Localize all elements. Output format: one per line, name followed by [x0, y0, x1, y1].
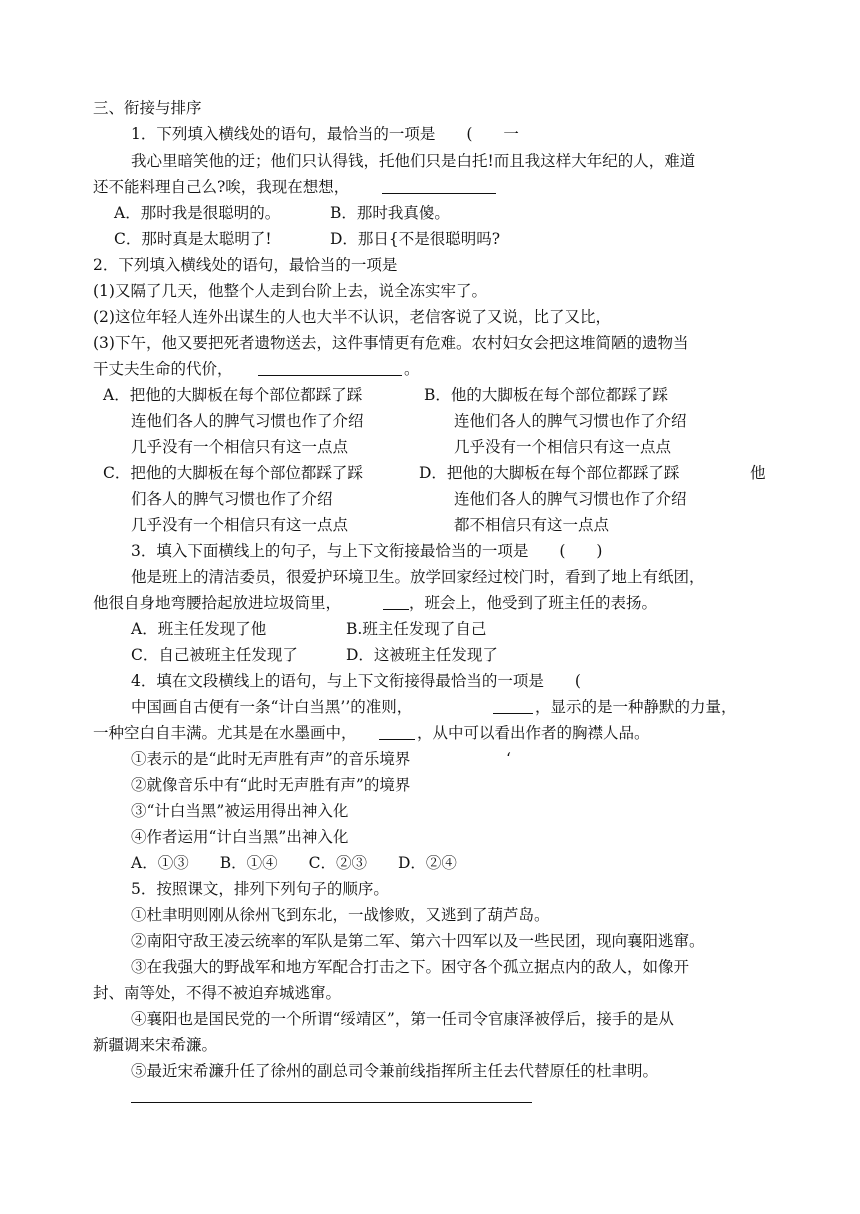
q2-option-d-line-2: 连他们各人的脾气习惯也作了介绍 [454, 490, 687, 508]
q5-sentence-4-line-1: ④襄阳也是国民党的一个所谓“绥靖区”，第一任司令官康泽被俘后，接手的是从 [131, 1010, 674, 1028]
q1-option-a: A．那时我是很聪明的。 [114, 204, 281, 222]
q2-option-d-line-3: 都不相信只有这一点点 [454, 516, 610, 534]
q1-stem: 1．下列填入横线处的语句，最恰当的一项是 ( 一 [131, 125, 519, 143]
q2-stem: 2．下列填入横线处的语句，最恰当的一项是 [93, 256, 398, 274]
q4-item-4: ④作者运用“计白当黑”出神入化 [131, 828, 349, 846]
q3-stem: 3．填入下面横线上的句子，与上下文衔接最恰当的一项是 ( ) [131, 542, 603, 560]
q2-option-d-line-1: D．把他的大脚板在每个部位都踩了踩 [419, 464, 680, 482]
q3-option-b: B.班主任发现了自己 [346, 620, 487, 638]
q4-item-1: ①表示的是“此时无声胜有声”的音乐境界 [131, 750, 411, 768]
q2-item-1: (1)又隔了几天，他整个人走到台阶上去，说全冻实牢了。 [93, 282, 487, 300]
q2-item-3-line-2: 干丈夫生命的代价， [93, 360, 233, 378]
q5-answer-line [131, 1102, 532, 1103]
q2-option-b-line-2: 连他们各人的脾气习惯也作了介绍 [454, 412, 687, 430]
q4-passage-line-2b: ，从中可以看出作者的胸襟人品。 [417, 724, 650, 742]
q2-option-b-line-3: 几乎没有一个相信只有这一点点 [454, 438, 672, 456]
q3-option-c: C．自己被班主任发现了 [131, 646, 298, 664]
q4-passage-line-2a: 一种空白自丰满。尤其是在水墨画中， [93, 724, 357, 742]
q4-item-1-mark: ‘ [506, 750, 511, 768]
q2-option-b-line-1: B．他的大脚板在每个部位都踩了踩 [424, 386, 668, 404]
q4-choices: A．①③ B．①④ C．②③ D．②④ [131, 854, 457, 872]
q2-item-2: (2)这位年轻人连外出谋生的人也大半不认识，老信客说了又说，比了又比， [93, 308, 611, 326]
q2-option-c-line-1: C．把他的大脚板在每个部位都踩了踩 [103, 464, 363, 482]
q1-passage-line-2: 还不能料理自己么?唉，我现在想想， [93, 178, 350, 196]
q2-option-a-line-3: 几乎没有一个相信只有这一点点 [131, 438, 349, 456]
q4-passage-line-1a: 中国画自古便有一条“计白当黑’’的准则， [131, 698, 413, 716]
q4-answer-blank-1 [493, 713, 533, 714]
q1-passage-line-1: 我心里暗笑他的迂；他们只认得钱，托他们只是白托!而且我这样大年纪的人，难道 [131, 152, 696, 170]
q2-option-c-line-3: 几乎没有一个相信只有这一点点 [131, 516, 349, 534]
q3-option-d: D．这被班主任发现了 [346, 646, 498, 664]
q5-sentence-3-line-2: 封、南等处，不得不被迫弃城逃窜。 [93, 984, 342, 1002]
q1-answer-blank [382, 193, 496, 194]
q5-sentence-2: ②南阳守敌王凌云统率的军队是第二军、第六十四军以及一些民团，现向襄阳逃窜。 [131, 932, 705, 950]
q2-option-d-line-1-tail: 他 [750, 464, 766, 482]
q1-option-d: D．那日{不是很聪明吗? [330, 230, 501, 248]
q5-sentence-5: ⑤最近宋希濂升任了徐州的副总司令兼前线指挥所主任去代替原任的杜聿明。 [131, 1062, 659, 1080]
q4-item-3: ③“计白当黑”被运用得出神入化 [131, 802, 349, 820]
q2-item-3-period: 。 [404, 360, 420, 378]
q2-option-c-line-2: 们各人的脾气习惯也作了介绍 [131, 490, 333, 508]
q3-passage-line-1: 他是班上的清洁委员，很爱护环境卫生。放学回家经过校门时，看到了地上有纸团， [131, 568, 705, 586]
q4-passage-line-1b: ，显示的是一种静默的力量， [535, 698, 737, 716]
q5-sentence-1: ①杜聿明则刚从徐州飞到东北，一战惨败，又逃到了葫芦岛。 [131, 906, 550, 924]
q4-item-2: ②就像音乐中有“此时无声胜有声”的境界 [131, 776, 411, 794]
q5-sentence-3-line-1: ③在我强大的野战军和地方军配合打击之下。困守各个孤立据点内的敌人，如像开 [131, 958, 690, 976]
q3-option-a: A．班主任发现了他 [131, 620, 267, 638]
q2-item-3-line-1: (3)下午，他又要把死者遗物送去，这件事情更有危难。农村妇女会把这堆简陋的遗物当 [93, 334, 689, 352]
q2-answer-blank [258, 375, 402, 376]
q5-sentence-4-line-2: 新疆调来宋希濂。 [93, 1036, 218, 1054]
q1-option-b: B．那时我真傻。 [330, 204, 450, 222]
q4-answer-blank-2 [379, 739, 415, 740]
q1-option-c: C．那时真是太聪明了! [114, 230, 272, 248]
q5-stem: 5．按照课文，排列下列句子的顺序。 [131, 880, 389, 898]
section-title: 三、衔接与排序 [93, 99, 202, 117]
q2-option-a-line-2: 连他们各人的脾气习惯也作了介绍 [131, 412, 364, 430]
q3-passage-line-2b: ，班会上，他受到了班主任的表扬。 [409, 594, 658, 612]
q4-stem: 4．填在文段横线上的语句，与上下文衔接得最恰当的一项是 ( [131, 672, 581, 690]
q3-answer-blank [383, 609, 409, 610]
q2-option-a-line-1: A．把他的大脚板在每个部位都踩了踩 [103, 386, 363, 404]
q3-passage-line-2a: 他很自身地弯腰拾起放进垃圾筒里， [93, 594, 342, 612]
